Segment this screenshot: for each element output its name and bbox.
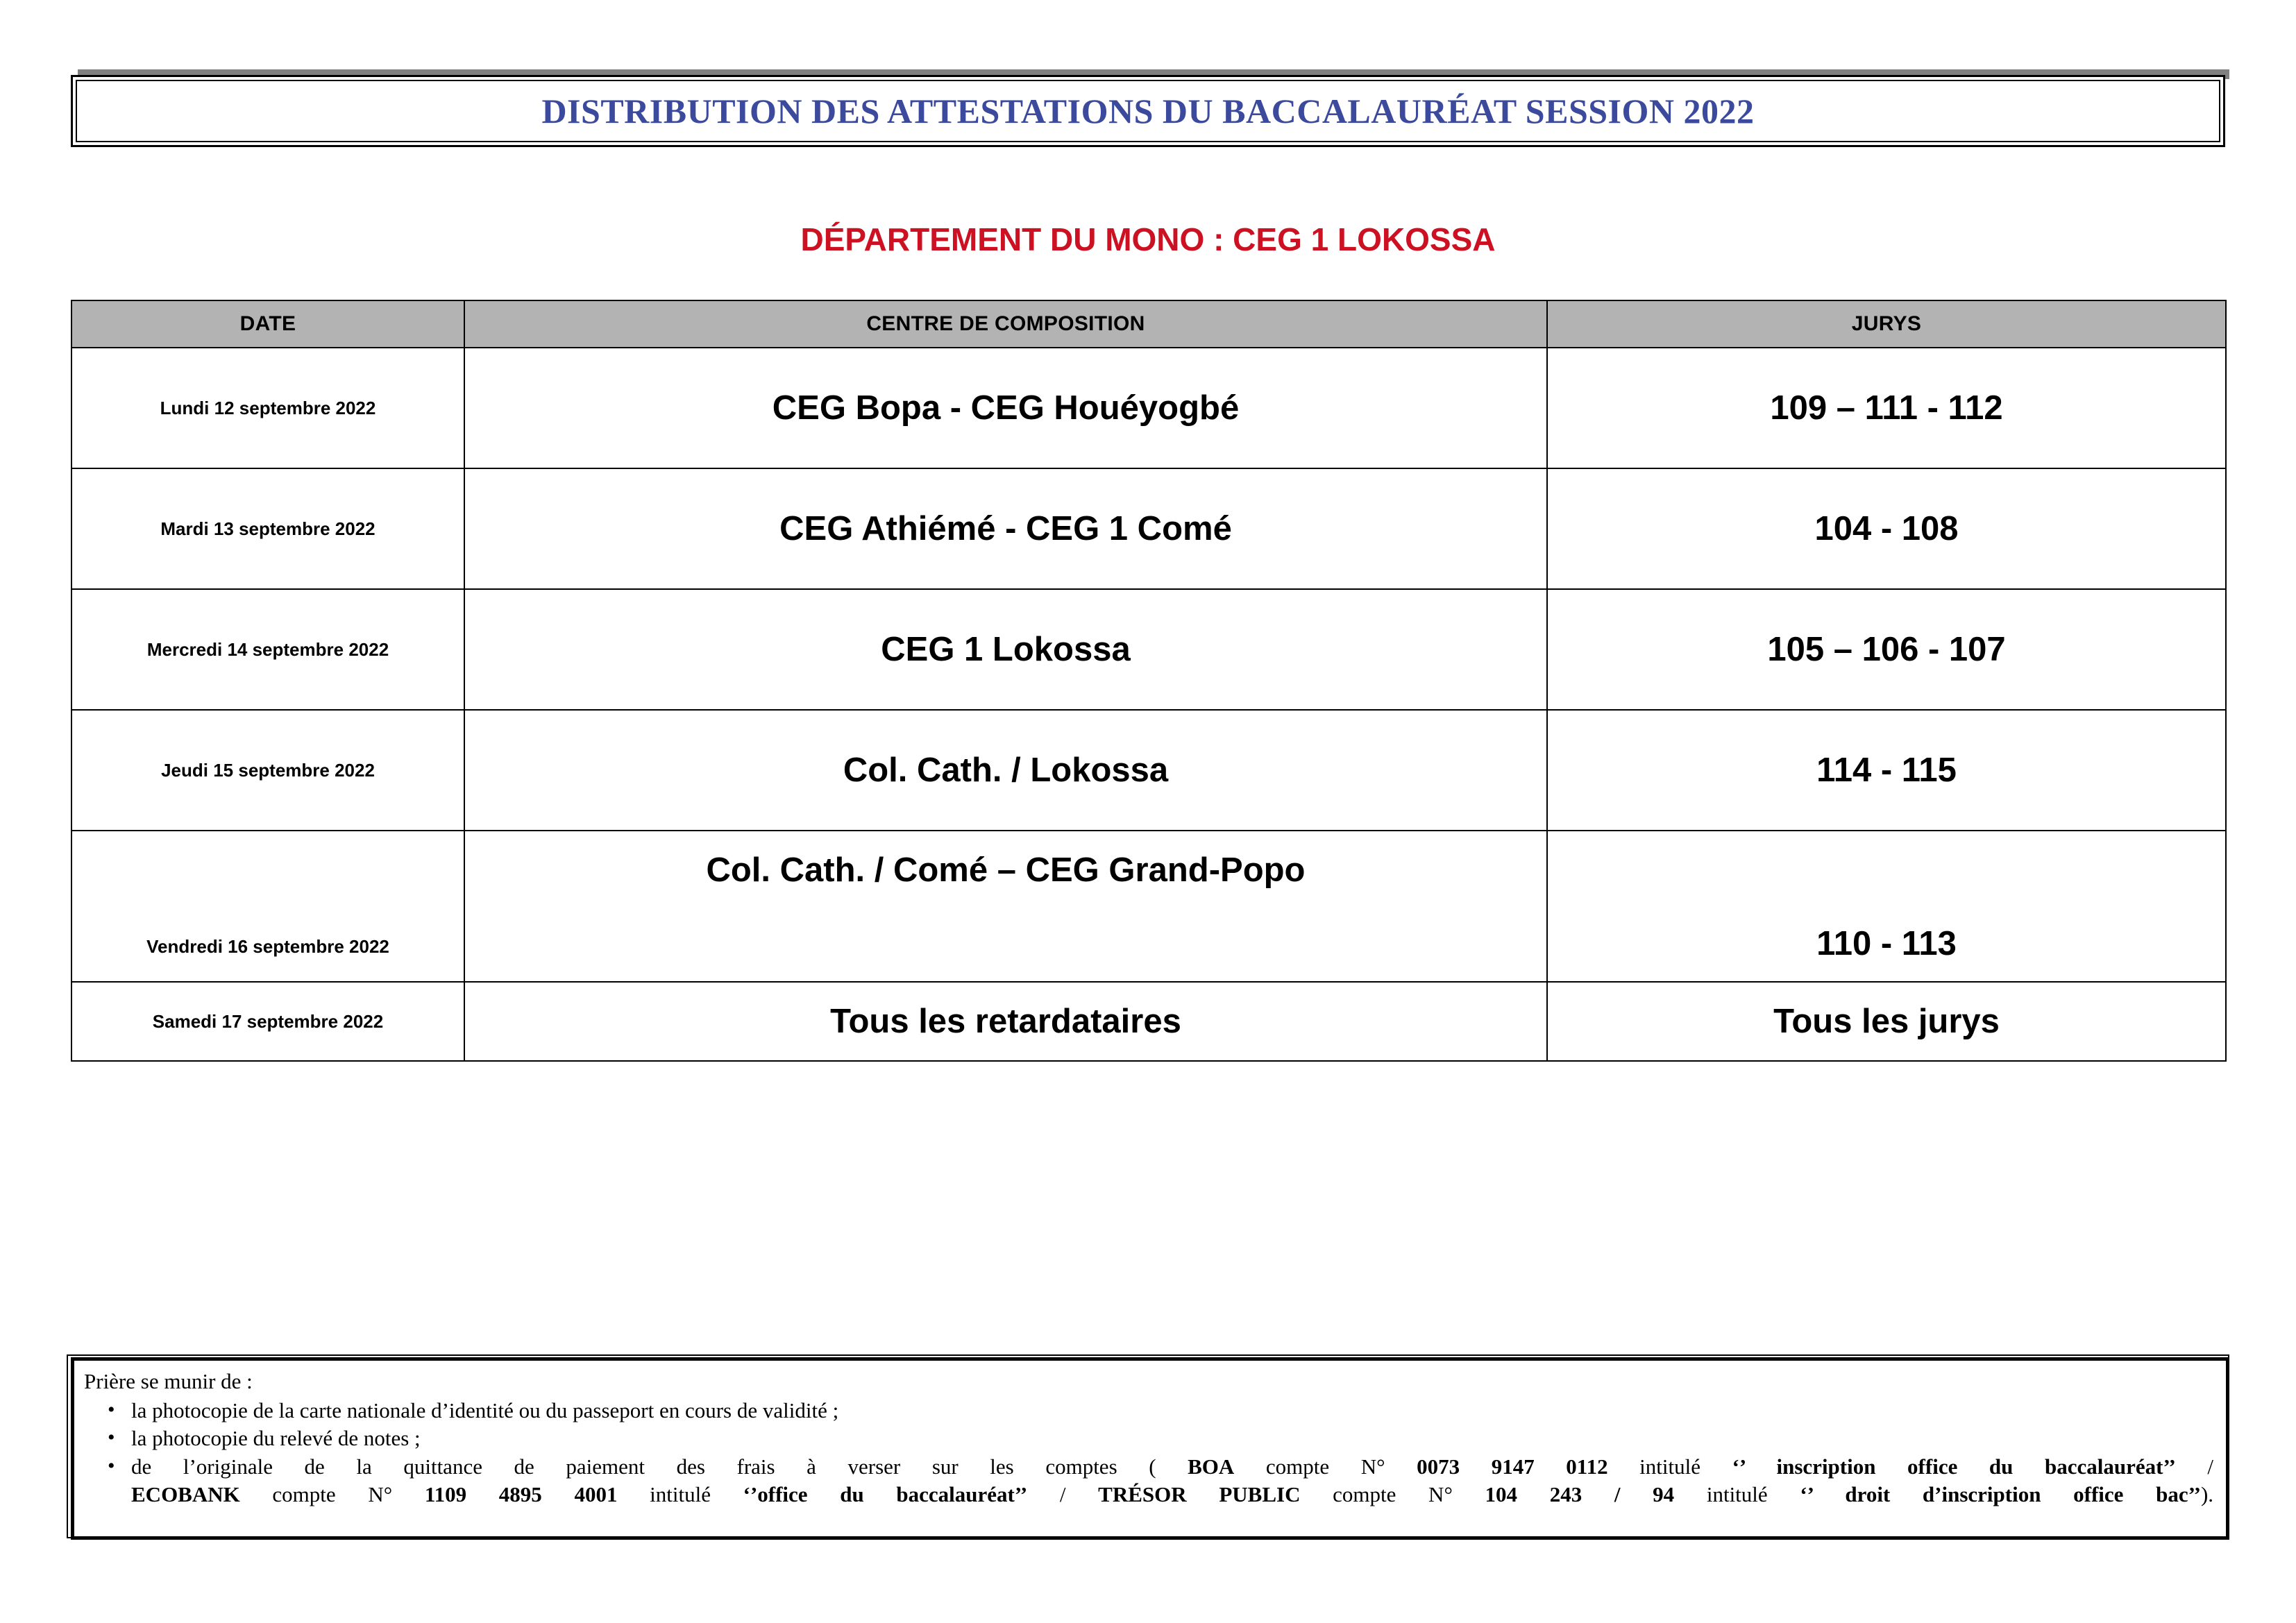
cell-jurys: 105 – 106 - 107 [1547,589,2226,710]
tresor-intitule-label: intitulé [1674,1481,1800,1506]
tresor-account-number: 104 243 / 94 [1485,1481,1675,1506]
cell-jurys: 109 – 111 - 112 [1547,348,2226,468]
list-item-payment [84,1453,2213,1508]
distribution-schedule-table [71,300,2227,1062]
ecobank-account-title: ‘’office du baccalauréat’’ [743,1481,1028,1506]
instructions-note-box [67,1354,2229,1538]
page-title: DISTRIBUTION DES ATTESTATIONS DU BACCALAURÉAT SESSION 2022 [541,92,1755,130]
boa-intitule-label: intitulé [1607,1454,1732,1479]
cell-jurys: 114 - 115 [1547,710,2226,831]
title-banner-outer-border [71,75,2225,147]
title-banner-inner-border [76,80,2220,142]
list-item-label: la photocopie du relevé de notes ; [131,1426,421,1451]
cell-centre: CEG Bopa - CEG Houéyogbé [464,348,1547,468]
cell-date: Vendredi 16 septembre 2022 [71,831,464,982]
note-body [74,1361,2226,1513]
column-header-date: DATE [71,300,464,348]
table-header-row [71,300,2226,348]
payment-line-two [131,1481,2213,1509]
boa-bank-name: BOA [1188,1454,1235,1479]
list-item [84,1397,2213,1425]
ecobank-account-number: 1109 4895 4001 [424,1481,618,1506]
cell-centre: Tous les retardataires [464,982,1547,1061]
table-row [71,348,2226,468]
list-item-label: la photocopie de la carte nationale d’identité ou du passeport en cours de validité ; [131,1397,839,1422]
boa-account-title: ‘’ inscription office du baccalauréat’’ [1732,1454,2176,1479]
document-subtitle: DÉPARTEMENT DU MONO : CEG 1 LOKOSSA [800,221,1496,257]
boa-account-number: 0073 9147 0112 [1417,1454,1608,1479]
bullet-icon: • [108,1397,115,1421]
cell-jurys: Tous les jurys [1547,982,2226,1061]
tresor-bank-name: TRÉSOR PUBLIC [1098,1481,1301,1506]
payment-separator-one: / [2175,1454,2213,1479]
cell-jurys: 110 - 113 [1547,831,2226,982]
table-row [71,831,2226,982]
cell-date: Jeudi 15 septembre 2022 [71,710,464,831]
cell-centre: Col. Cath. / Comé – CEG Grand-Popo [464,831,1547,982]
table-row [71,589,2226,710]
note-inner-border [71,1357,2229,1540]
ecobank-compte-label: compte N° [239,1481,425,1506]
boa-compte-label: compte N° [1234,1454,1417,1479]
cell-date: Mardi 13 septembre 2022 [71,468,464,589]
bullet-icon: • [108,1426,115,1450]
column-header-centre: CENTRE DE COMPOSITION [464,300,1547,348]
payment-prefix: de l’originale de la quittance de paiement des frais à verser sur les comptes ( [131,1454,1188,1479]
title-banner [71,69,2229,151]
cell-centre: CEG 1 Lokossa [464,589,1547,710]
column-header-jurys: JURYS [1547,300,2226,348]
tresor-account-title: ‘’ droit d’inscription office bac’’ [1800,1481,2201,1506]
table-row [71,710,2226,831]
cell-centre: CEG Athiémé - CEG 1 Comé [464,468,1547,589]
payment-separator-two: / [1027,1481,1099,1506]
payment-line-one [131,1453,2213,1481]
table-row [71,982,2226,1061]
table-row [71,468,2226,589]
cell-centre: Col. Cath. / Lokossa [464,710,1547,831]
cell-date: Mercredi 14 septembre 2022 [71,589,464,710]
ecobank-intitule-label: intitulé [617,1481,743,1506]
tresor-compte-label: compte N° [1300,1481,1485,1506]
list-item [84,1425,2213,1452]
note-requirements-list [84,1397,2213,1509]
cell-date: Samedi 17 septembre 2022 [71,982,464,1061]
note-lead-text: Prière se munir de : [84,1369,253,1393]
ecobank-bank-name: ECOBANK [131,1481,240,1506]
cell-jurys: 104 - 108 [1547,468,2226,589]
cell-date: Lundi 12 septembre 2022 [71,348,464,468]
bullet-icon: • [108,1454,115,1478]
payment-suffix: ). [2200,1481,2214,1506]
